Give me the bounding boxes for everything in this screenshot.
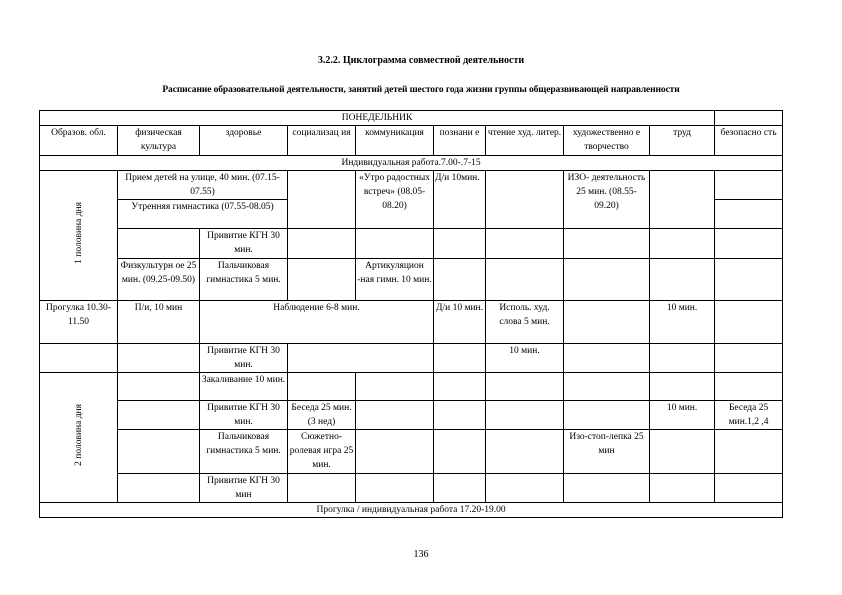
di-cell: Д/и 10мин. bbox=[434, 171, 486, 229]
empty-cell bbox=[650, 171, 715, 229]
empty-cell bbox=[118, 344, 200, 373]
day-header: ПОНЕДЕЛЬНИК bbox=[40, 111, 715, 126]
empty-cell bbox=[118, 474, 200, 503]
empty-cell bbox=[288, 171, 356, 229]
empty-cell bbox=[715, 171, 783, 200]
roleplay-cell: Сюжетно- ролевая игра 25 мин. bbox=[288, 430, 356, 474]
empty-cell bbox=[715, 259, 783, 301]
header-art: художественно е творчество bbox=[564, 126, 650, 156]
empty-cell bbox=[564, 259, 650, 301]
morning-gym-cell: Утренняя гимнастика (07.55-08.05) bbox=[118, 200, 288, 229]
empty-cell bbox=[434, 474, 486, 503]
conversation1-cell: Беседа 25 мин.(3 нед) bbox=[288, 401, 356, 430]
walk-cell: Прогулка 10.30-11.50 bbox=[40, 301, 118, 344]
kgn3-cell: Привитие КГН 30 мин. bbox=[200, 401, 288, 430]
header-physical: физическая культура bbox=[118, 126, 200, 156]
empty-cell bbox=[650, 344, 715, 373]
hardening-cell: Закаливание 10 мин. bbox=[200, 373, 288, 401]
fizkult-cell: Физкультурн ое 25 мин. (09.25-09.50) bbox=[118, 259, 200, 301]
empty-cell bbox=[650, 430, 715, 474]
empty-cell bbox=[356, 401, 434, 430]
empty-cell bbox=[434, 229, 486, 259]
page-number: 136 bbox=[413, 549, 429, 560]
empty-cell bbox=[650, 259, 715, 301]
conversation2-cell: Беседа 25 мин.1,2 ,4 bbox=[715, 401, 783, 430]
empty-cell bbox=[434, 344, 486, 373]
empty-cell bbox=[356, 373, 434, 401]
empty-cell bbox=[486, 229, 564, 259]
empty-cell bbox=[715, 111, 783, 126]
finger-gym-cell: Пальчиковая гимнастика 5 мин. bbox=[200, 259, 288, 301]
header-health: здоровье bbox=[200, 126, 288, 156]
finger-gym2-cell: Пальчиковая гимнастика 5 мин. bbox=[200, 430, 288, 474]
second-half-label: 2 половина дня bbox=[73, 404, 84, 466]
empty-cell bbox=[486, 259, 564, 301]
footer-row: Прогулка / индивидуальная работа 17.20-19.00 bbox=[40, 503, 783, 518]
empty-cell bbox=[356, 229, 434, 259]
pi-cell: П/и, 10 мин bbox=[118, 301, 200, 344]
empty-cell bbox=[356, 430, 434, 474]
empty-cell bbox=[434, 259, 486, 301]
artic-gym-cell: Артикуляцион -ная гимн. 10 мин. bbox=[356, 259, 434, 301]
empty-cell bbox=[356, 474, 434, 503]
header-social: социализац ия bbox=[288, 126, 356, 156]
header-cognition: познани е bbox=[434, 126, 486, 156]
empty-cell bbox=[288, 373, 356, 401]
empty-cell bbox=[715, 344, 783, 373]
artistic-word-cell: Исполь. худ. слова 5 мин. bbox=[486, 301, 564, 344]
empty-cell bbox=[486, 171, 564, 229]
individual-work-row: Индивидуальная работа.7.00-.7-15 bbox=[40, 156, 783, 171]
empty-cell bbox=[564, 344, 650, 373]
morning-meeting-cell: «Утро радостных встреч» (08.05-08.20) bbox=[356, 171, 434, 229]
empty-cell bbox=[715, 373, 783, 401]
empty-cell bbox=[288, 259, 356, 301]
empty-cell bbox=[434, 373, 486, 401]
empty-cell bbox=[715, 200, 783, 229]
first-half-label: 1 половина дня bbox=[73, 202, 84, 264]
empty-cell bbox=[118, 401, 200, 430]
empty-cell bbox=[650, 229, 715, 259]
empty-cell bbox=[118, 373, 200, 401]
first-half-label-cell bbox=[40, 171, 118, 301]
empty-cell bbox=[486, 373, 564, 401]
di2-cell: Д/и 10 мин. bbox=[434, 301, 486, 344]
empty-cell bbox=[650, 474, 715, 503]
reception-cell: Прием детей на улице, 40 мин. (07.15-07.55) bbox=[118, 171, 288, 200]
header-communication: коммуникация bbox=[356, 126, 434, 156]
empty-cell bbox=[434, 401, 486, 430]
empty-cell bbox=[715, 474, 783, 503]
reading2-cell: 10 мин. bbox=[486, 344, 564, 373]
kgn4-cell: Привитие КГН 30 мин bbox=[200, 474, 288, 503]
empty-cell bbox=[434, 430, 486, 474]
empty-cell bbox=[564, 229, 650, 259]
empty-cell bbox=[486, 474, 564, 503]
empty-cell bbox=[564, 301, 650, 344]
empty-cell bbox=[40, 344, 118, 373]
empty-cell bbox=[715, 430, 783, 474]
empty-cell bbox=[486, 430, 564, 474]
header-edu-area: Образов. обл. bbox=[40, 126, 118, 156]
empty-cell bbox=[715, 301, 783, 344]
second-half-label-cell bbox=[40, 373, 118, 503]
empty-cell bbox=[288, 344, 434, 373]
empty-cell bbox=[650, 373, 715, 401]
izo2-cell: Изо-стоп-лепка 25 мин bbox=[564, 430, 650, 474]
empty-cell bbox=[118, 229, 200, 259]
empty-cell bbox=[564, 373, 650, 401]
header-labor: труд bbox=[650, 126, 715, 156]
empty-cell bbox=[564, 474, 650, 503]
izo-cell: ИЗО- деятельность 25 мин. (08.55-09.20) bbox=[564, 171, 650, 229]
empty-cell bbox=[564, 401, 650, 430]
kgn2-cell: Привитие КГН 30 мин. bbox=[200, 344, 288, 373]
schedule-table bbox=[39, 110, 783, 518]
header-safety: безопасно сть bbox=[715, 126, 783, 156]
empty-cell bbox=[715, 229, 783, 259]
labor1-cell: 10 мин. bbox=[650, 301, 715, 344]
empty-cell bbox=[486, 401, 564, 430]
kgn-cell: Привитие КГН 30 мин. bbox=[200, 229, 288, 259]
empty-cell bbox=[288, 474, 356, 503]
empty-cell bbox=[288, 229, 356, 259]
page-title: 3.2.2. Циклограмма совместной деятельности bbox=[317, 55, 525, 66]
empty-cell bbox=[118, 430, 200, 474]
schedule-subtitle: Расписание образовательной деятельности, занятий детей шестого года жизни группы общеразвивающей направленности bbox=[162, 85, 680, 95]
observation-cell: Наблюдение 6-8 мин. bbox=[200, 301, 434, 344]
header-reading: чтение худ. литер. bbox=[486, 126, 564, 156]
labor2-cell: 10 мин. bbox=[650, 401, 715, 430]
